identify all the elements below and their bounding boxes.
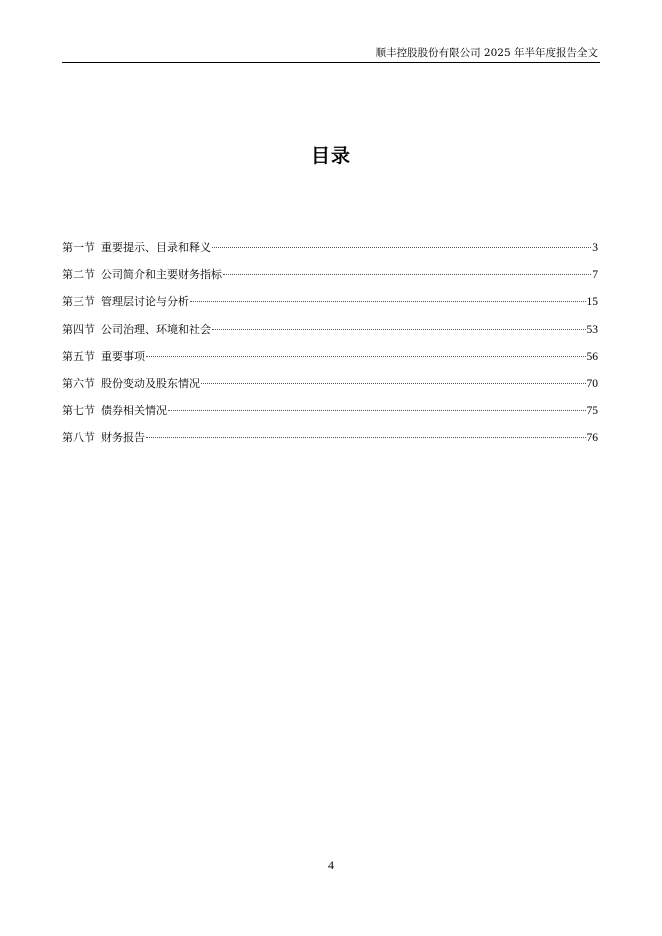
toc-section-title: 管理层讨论与分析 [101,295,189,309]
toc-section-number: 第八节 [62,431,95,445]
toc-leader-dots [223,274,591,275]
toc-leader-dots [212,247,591,248]
page-title: 目录 [310,145,351,167]
page-number: 4 [328,858,334,872]
toc-section-number: 第七节 [62,404,95,418]
toc-section-title: 股份变动及股东情况 [101,376,200,390]
toc-page-number: 76 [586,432,598,445]
toc-item[interactable] [62,240,598,267]
toc-item[interactable] [62,430,598,457]
toc-section-number: 第五节 [62,349,95,363]
toc-section-number: 第四节 [62,322,95,336]
toc-page-number: 75 [586,405,598,418]
toc-item[interactable] [62,403,598,430]
toc-leader-dots [146,356,586,357]
toc-page-number: 15 [586,296,598,309]
toc-section-title: 公司简介和主要财务指标 [101,268,222,282]
toc-item[interactable] [62,376,598,403]
toc-leader-dots [146,437,586,438]
toc-page-number: 56 [586,350,598,363]
toc-section-number: 第三节 [62,295,95,309]
toc-section-title: 重要事项 [101,349,145,363]
toc-page-number: 3 [592,242,598,254]
toc-item[interactable] [62,349,598,376]
toc-leader-dots [201,383,586,384]
table-of-contents [62,240,598,458]
toc-section-title: 公司治理、环境和社会 [101,322,211,336]
toc-section-number: 第二节 [62,268,95,282]
toc-item[interactable] [62,267,598,294]
toc-section-title: 财务报告 [101,431,145,445]
header-text: 顺丰控股股份有限公司 2025 年半年度报告全文 [375,47,598,59]
toc-item[interactable] [62,322,598,349]
toc-page-number: 70 [586,377,598,390]
toc-section-title: 债券相关情况 [101,404,167,418]
toc-item[interactable] [62,294,598,321]
toc-page-number: 53 [586,323,598,336]
page-header [62,46,600,63]
toc-section-number: 第一节 [62,241,95,254]
toc-leader-dots [212,329,586,330]
toc-leader-dots [190,301,586,302]
toc-section-title: 重要提示、目录和释义 [101,241,211,254]
toc-section-number: 第六节 [62,376,95,390]
toc-page-number: 7 [592,269,598,282]
toc-leader-dots [168,410,586,411]
